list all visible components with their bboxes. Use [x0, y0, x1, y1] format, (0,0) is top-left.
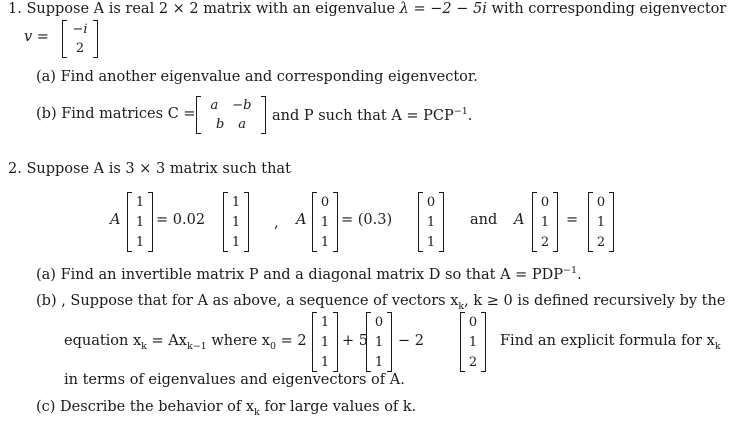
v-label: v = — [24, 29, 49, 45]
part-label: (b) — [36, 293, 57, 309]
matrix-a: A — [514, 212, 525, 228]
x0-vector-1: 1 1 1 — [312, 312, 338, 372]
eq1-scalar: = 0.02 — [156, 212, 206, 228]
statement-text: Suppose A is 3 × 3 matrix such that — [26, 161, 291, 177]
eq1-rhs-vector: 1 1 1 — [223, 192, 249, 252]
problem-2b-line2: equation $x_k = Ax_{k-1}$ where $x_0 = 2$ — [64, 333, 307, 352]
c-matrix — [196, 96, 266, 134]
v-entry: −i — [72, 22, 88, 37]
statement-tail: with corresponding eigenvector — [491, 1, 727, 17]
c-entry: b — [215, 117, 225, 132]
problem-2a — [36, 265, 582, 283]
problem-2b-line1 — [36, 293, 725, 312]
problem-number: 2. — [8, 161, 22, 177]
eq2-vector: 0 1 1 — [312, 192, 338, 252]
eq3-equals: = — [566, 212, 579, 228]
part-text: and P such that A = PCP — [272, 107, 454, 124]
matrix-a: A — [296, 212, 307, 228]
and-connector: and — [470, 212, 498, 228]
problem-1a — [36, 69, 478, 85]
eq1-vector: 1 1 1 — [127, 192, 153, 252]
period: . — [577, 266, 582, 283]
problem-1b-start — [36, 106, 196, 122]
coefficient: − 2 — [398, 333, 424, 349]
problem-number: 1. — [8, 1, 22, 17]
problem-2b-line3: in terms of eigenvalues and eigenvectors of A. — [64, 372, 405, 388]
eq2-scalar: = (0.3) — [341, 212, 393, 228]
part-label: (b) — [36, 106, 57, 122]
x0-vector-3: 0 1 2 — [460, 312, 486, 372]
eq2-rhs-vector: 0 1 1 — [418, 192, 444, 252]
statement-text: Suppose A is real 2 × 2 matrix with an eigenvalue — [26, 1, 396, 17]
problem-2b-tail: Find an explicit formula for $x_k$ — [500, 333, 721, 352]
exponent: −1 — [453, 106, 468, 117]
eq3-vector: 0 1 2 — [532, 192, 558, 252]
problem-1b-end — [272, 106, 472, 124]
coefficient: + 5 — [342, 333, 368, 349]
period: . — [467, 107, 473, 124]
exponent: −1 — [563, 265, 578, 276]
part-label: (a) — [36, 69, 56, 85]
part-text: Find another eigenvalue and corresponding eigenvector. — [60, 69, 478, 85]
eigenvalue-expr: λ = −2 − 5i — [399, 1, 487, 17]
problem-1-statement — [8, 1, 726, 17]
c-entry: a — [210, 98, 219, 113]
c-entry: a — [238, 117, 247, 132]
part-text: , Suppose that for A as above, a sequence of vectors x — [61, 293, 459, 309]
separator: , — [274, 215, 279, 231]
part-text: , k ≥ 0 is defined recursively by the — [464, 293, 726, 309]
x0-vector-2: 0 1 1 — [366, 312, 392, 372]
part-text: Find an invertible matrix P and a diagonal matrix D so that A = PDP — [60, 266, 564, 283]
part-text: Find matrices C = — [61, 106, 196, 122]
eq3-rhs-vector: 0 1 2 — [588, 192, 614, 252]
v-entry: 2 — [75, 41, 85, 56]
problem-2c: (c) Describe the behavior of $x_k$ for large values of k. — [36, 399, 417, 418]
part-label: (c) — [36, 399, 56, 415]
c-entry: −b — [232, 98, 252, 113]
v-vector — [62, 20, 98, 58]
subscript: k — [458, 300, 465, 312]
part-label: (a) — [36, 266, 56, 283]
problem-2-statement — [8, 161, 291, 177]
matrix-a: A — [110, 212, 121, 228]
